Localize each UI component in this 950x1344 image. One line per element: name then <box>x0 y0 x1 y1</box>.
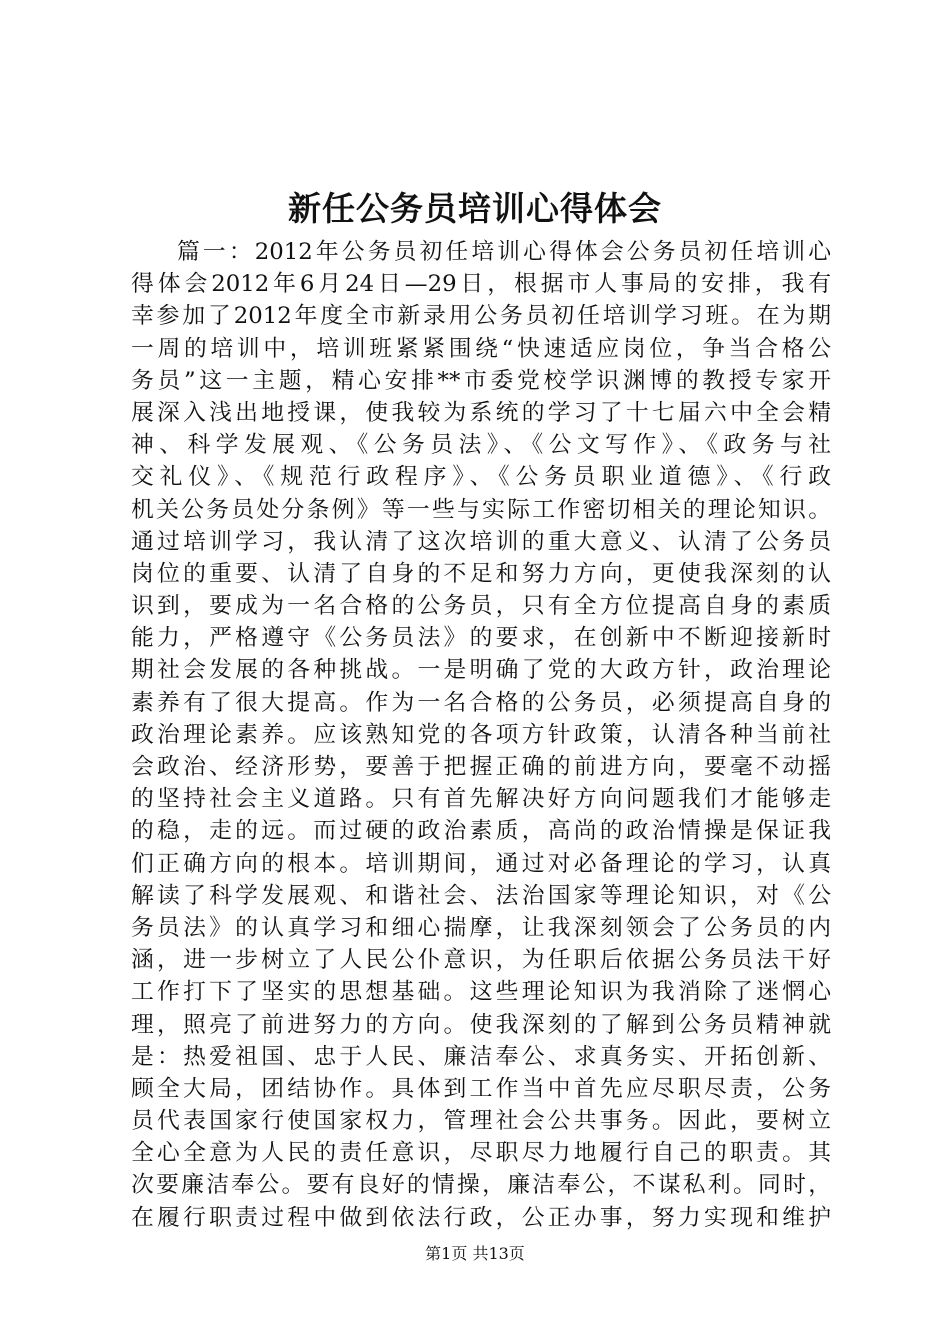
body-line: 期社会发展的各种挑战。一是明确了党的大政方针，政治理论 <box>131 657 831 684</box>
body-line: 在履行职责过程中做到依法行政，公正办事，努力实现和维护 <box>131 1204 831 1231</box>
body-line: 素养有了很大提高。作为一名合格的公务员，必须提高自身的 <box>131 689 831 716</box>
body-line: 会政治、经济形势，要善于把握正确的前进方向，要毫不动摇 <box>131 754 831 780</box>
page-footer: 第1页 共13页 <box>425 1244 525 1263</box>
body-line: 能力，严格遵守《公务员法》的要求，在创新中不断迎接新时 <box>131 625 831 652</box>
body-line: 解读了科学发展观、和谐社会、法治国家等理论知识，对《公 <box>131 882 831 909</box>
body-line: 岗位的重要、认清了自身的不足和努力方向，更使我深刻的认 <box>131 560 831 587</box>
document-title: 新任公务员培训心得体会 <box>288 189 662 228</box>
body-line: 幸参加了2012年度全市新录用公务员初任培训学习班。在为期 <box>131 303 831 330</box>
body-line: 次要廉洁奉公。要有良好的情操，廉洁奉公，不谋私利。同时， <box>131 1172 831 1199</box>
body-line: 工作打下了坚实的思想基础。这些理论知识为我消除了迷惘心 <box>131 979 831 1006</box>
body-line: 顾全大局，团结协作。具体到工作当中首先应尽职尽责，公务 <box>131 1075 831 1102</box>
body-line: 是：热爱祖国、忠于人民、廉洁奉公、求真务实、开拓创新、 <box>131 1043 831 1070</box>
body-line: 得体会2012年6月24日—29日，根据市人事局的安排，我有 <box>131 271 831 298</box>
body-line: 务员法》的认真学习和细心揣摩，让我深刻领会了公务员的内 <box>131 914 831 941</box>
body-line: 交礼仪》、《规范行政程序》、《公务员职业道德》、《行政 <box>131 464 831 491</box>
body-line: 通过培训学习，我认清了这次培训的重大意义、认清了公务员 <box>131 528 831 555</box>
body-line: 务员”这一主题，精心安排**市委党校学识渊博的教授专家开 <box>131 367 831 394</box>
document-body <box>131 236 831 1234</box>
body-line: 识到，要成为一名合格的公务员，只有全方位提高自身的素质 <box>131 593 831 620</box>
body-line: 一周的培训中，培训班紧紧围绕“快速适应岗位，争当合格公 <box>131 335 831 362</box>
body-line: 机关公务员处分条例》等一些与实际工作密切相关的理论知识。 <box>131 496 831 523</box>
body-line: 神、科学发展观、《公务员法》、《公文写作》、《政务与社 <box>131 432 831 459</box>
body-line: 员代表国家行使国家权力，管理社会公共事务。因此，要树立 <box>131 1108 831 1135</box>
body-line: 政治理论素养。应该熟知党的各项方针政策，认清各种当前社 <box>131 721 831 748</box>
body-line: 涵，进一步树立了人民公仆意识，为任职后依据公务员法干好 <box>131 947 831 974</box>
body-line: 展深入浅出地授课，使我较为系统的学习了十七届六中全会精 <box>131 399 831 426</box>
body-line: 全心全意为人民的责任意识，尽职尽力地履行自己的职责。其 <box>131 1140 831 1167</box>
body-line: 理，照亮了前进努力的方向。使我深刻的了解到公务员精神就 <box>131 1011 831 1038</box>
body-line: 的稳，走的远。而过硬的政治素质，高尚的政治情操是保证我 <box>131 818 831 845</box>
body-line: 篇一：2012年公务员初任培训心得体会公务员初任培训心 <box>177 239 831 265</box>
body-line: 的坚持社会主义道路。只有首先解决好方向问题我们才能够走 <box>131 786 831 813</box>
body-line: 们正确方向的根本。培训期间，通过对必备理论的学习，认真 <box>131 850 831 877</box>
